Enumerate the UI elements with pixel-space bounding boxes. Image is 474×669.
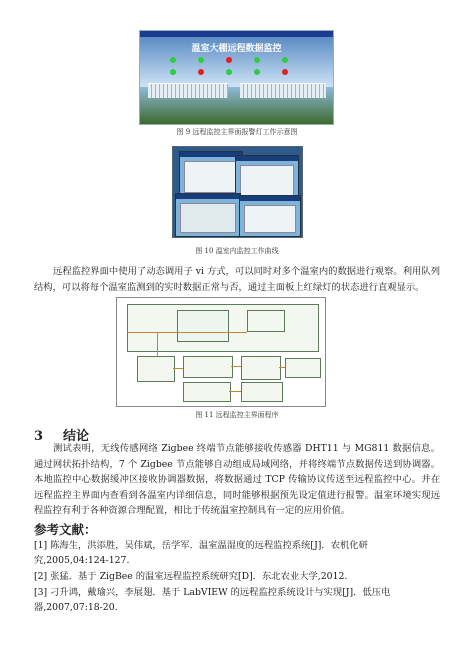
alarm-lamp-green <box>170 69 176 75</box>
figure-11-block-diagram <box>116 297 326 407</box>
conclusion-paragraph: 测试表明，无线传感网络 Zigbee 终端节点能够接收传感器 DHT11 与 MG811 数据信息。通过网状拓扑结构，7 个 Zigbee 节点能够自动组成局域网络，并将终端节点数据传送到协调器。本地监控中心数据缓冲区接收协调器数据，将数据通过 TCP 传输协议传送至远程监控中心。并在远程监控主界面内查看到各温室内详细信息，同时能够根据预先设定值进行报警。温室环境实现远程监控有利于各种资源合理配置，相比于传统温室控制具有一定的应用价值。 <box>34 443 440 516</box>
figure-9-screenshot <box>139 30 334 125</box>
alarm-lamp-green <box>226 69 232 75</box>
alarm-lamp-green <box>170 57 176 63</box>
monitor-window <box>239 195 301 237</box>
figure-10-screenshot <box>172 146 303 238</box>
diagram-block <box>247 310 285 332</box>
figure-10-caption: 图 10 温室内监控工作曲线 <box>195 247 279 255</box>
alarm-lamp-green <box>254 69 260 75</box>
diagram-block <box>241 382 283 402</box>
monitor-window <box>179 151 243 197</box>
alarm-lamp-red <box>226 57 232 63</box>
diagram-block <box>177 310 229 342</box>
reference-item: [2] 张猛．基于 ZigBee 的温室远程监控系统研究[D]．东北农业大学,2012. <box>34 571 348 582</box>
alarm-lamp-red <box>282 69 288 75</box>
diagram-block <box>183 356 233 378</box>
diagram-block <box>285 358 321 378</box>
reference-item: [3] 刁升鸿，戴瑜兴，李展翅．基于 LabVIEW 的远程监控系统设计与实现[J]．低压电器,2007,07:18-20. <box>34 587 391 613</box>
screen-title: 温室大棚远程数据监控 <box>191 44 282 54</box>
diagram-block <box>241 356 281 380</box>
section-number: 3 <box>34 429 44 444</box>
monitor-window <box>175 193 241 237</box>
greenhouse-image <box>148 83 228 98</box>
alarm-lamp-green <box>282 57 288 63</box>
alarm-lamp-green <box>254 57 260 63</box>
diagram-block <box>183 382 231 402</box>
alarm-lamp-green <box>198 57 204 63</box>
section-title: 结论 <box>63 429 90 444</box>
references-heading: 参考文献： <box>34 522 97 537</box>
reference-item: [1] 陈海生，洪添胜，吴伟斌，岳学军．温室温湿度的远程监控系统[J]．农机化研究,2005,04:124-127. <box>34 540 368 566</box>
figure-11-caption: 图 11 远程监控主界面程序 <box>195 411 279 419</box>
body-paragraph: 远程监控界面中使用了动态调用子 vi 方式，可以同时对多个温室内的数据进行观察。利用队列结构，可以将每个温室监测到的实时数据正常与否，通过主面板上红绿灯的状态进行直观显示。 <box>34 266 440 293</box>
greenhouse-image <box>240 83 326 98</box>
figure-9-caption: 图 9 远程监控主界面报警灯工作示意图 <box>176 128 298 136</box>
diagram-block <box>137 356 175 382</box>
alarm-lamp-red <box>198 69 204 75</box>
